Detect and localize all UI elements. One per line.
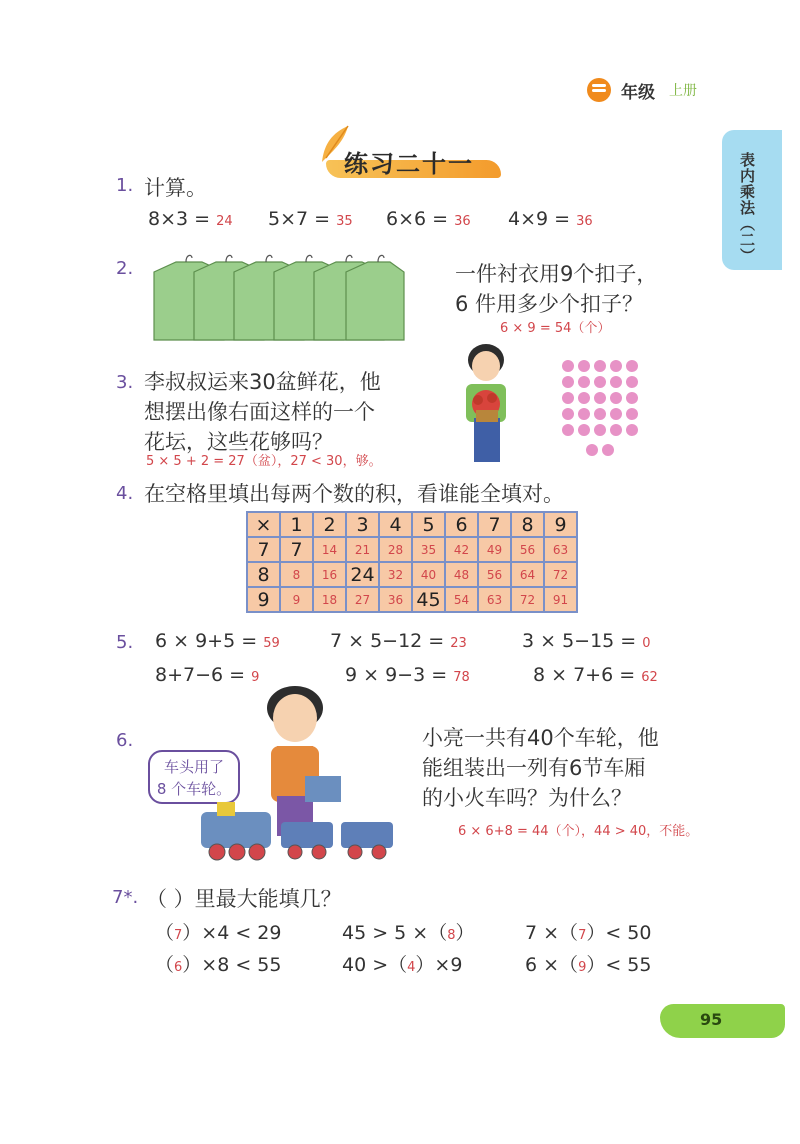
q7-post: ）< 55 xyxy=(586,954,652,976)
q4-number: 4. xyxy=(116,483,134,504)
boy-with-flowers-illustration xyxy=(448,340,524,466)
table-header-cell: 2 xyxy=(313,512,346,537)
q7-answer: 7 xyxy=(578,928,587,943)
q1-item xyxy=(508,208,593,230)
table-cell: 48 xyxy=(445,562,478,587)
table-cell: 24 xyxy=(346,562,379,587)
q7-pre: 45 > 5 ×（ xyxy=(342,922,448,944)
q2-answer: 6 × 9 = 54（个） xyxy=(500,321,611,336)
table-header-cell: 5 xyxy=(412,512,445,537)
q7-post: ）< 50 xyxy=(586,922,652,944)
page-title: 练习二十一 xyxy=(344,150,474,178)
q1-number: 1. xyxy=(116,175,134,196)
q7-item xyxy=(342,918,475,945)
q1-prompt: 计算。 xyxy=(144,176,207,200)
table-cell: 63 xyxy=(478,587,511,612)
q4-prompt: 在空格里填出每两个数的积，看谁能全填对。 xyxy=(144,482,564,506)
table-row-label: 9 xyxy=(247,587,280,612)
table-cell: 49 xyxy=(478,537,511,562)
q1-item xyxy=(268,208,353,230)
bubble-line1: 车头用了 xyxy=(163,758,224,776)
q7-number: 7*. xyxy=(112,887,139,908)
table-cell: 72 xyxy=(544,562,577,587)
table-cell: 32 xyxy=(379,562,412,587)
q1-answer: 24 xyxy=(216,214,233,229)
q5-answer: 62 xyxy=(641,670,658,685)
q7-pre: 40 >（ xyxy=(342,954,408,976)
table-cell: 91 xyxy=(544,587,577,612)
q3-number: 3. xyxy=(116,372,134,393)
q7-item xyxy=(525,918,651,945)
page-number-badge xyxy=(660,1004,785,1038)
q1-item xyxy=(386,208,471,230)
table-header-cell: 7 xyxy=(478,512,511,537)
multiplication-table xyxy=(246,511,578,613)
q1-answer: 36 xyxy=(576,214,593,229)
q2-number: 2. xyxy=(116,258,134,279)
q5-expr: 3 × 5−15 = xyxy=(522,630,637,652)
table-cell: 56 xyxy=(511,537,544,562)
table-header-cell: 4 xyxy=(379,512,412,537)
q2-line2: 6 件用多少个扣子？ xyxy=(455,292,644,316)
q1-expr: 8×3 = xyxy=(148,208,211,230)
table-header-cell: 8 xyxy=(511,512,544,537)
table-row xyxy=(247,587,577,612)
q5-answer: 0 xyxy=(642,636,651,651)
chapter-tab-label: 表内乘法（二） xyxy=(738,152,756,264)
table-cell: 45 xyxy=(412,587,445,612)
q5-expr: 6 × 9+5 = xyxy=(155,630,258,652)
table-cell: 21 xyxy=(346,537,379,562)
page-number: 95 xyxy=(700,1010,723,1029)
table-cell: 18 xyxy=(313,587,346,612)
table-header-cell: 1 xyxy=(280,512,313,537)
q5-item xyxy=(330,630,467,652)
q7-answer: 7 xyxy=(174,928,183,943)
q5-item xyxy=(155,630,280,652)
q1-expr: 6×6 = xyxy=(386,208,449,230)
shirts-illustration xyxy=(146,252,408,344)
table-cell: 36 xyxy=(379,587,412,612)
table-cell: 35 xyxy=(412,537,445,562)
table-cell: 28 xyxy=(379,537,412,562)
q5-answer: 78 xyxy=(453,670,470,685)
q7-answer: 9 xyxy=(578,960,587,975)
q7-item xyxy=(155,918,281,945)
table-header-row xyxy=(247,512,577,537)
q2-line1: 一件衬衣用9个扣子， xyxy=(455,262,658,286)
table-header-cell: 6 xyxy=(445,512,478,537)
q5-expr: 9 × 9−3 = xyxy=(345,664,448,686)
q5-item xyxy=(155,664,259,686)
q5-expr: 7 × 5−12 = xyxy=(330,630,445,652)
q6-line2: 能组装出一列有6节车厢 xyxy=(422,756,646,780)
flower-bed-diagram xyxy=(560,358,642,460)
grade-two-icon xyxy=(587,78,611,102)
table-header-cell: 9 xyxy=(544,512,577,537)
q6-line1: 小亮一共有40个车轮，他 xyxy=(422,726,659,750)
table-cell: 72 xyxy=(511,587,544,612)
table-cell: 27 xyxy=(346,587,379,612)
table-cell: 63 xyxy=(544,537,577,562)
q3-answer: 5 × 5 + 2 = 27（盆），27 < 30，够。 xyxy=(146,454,382,469)
q5-number: 5. xyxy=(116,632,134,653)
q6-number: 6. xyxy=(116,730,134,751)
q7-pre: 7 ×（ xyxy=(525,922,579,944)
q6-line3: 的小火车吗？为什么？ xyxy=(422,786,632,810)
q7-pre: （ xyxy=(155,954,175,976)
q7-post: ）×8 < 55 xyxy=(182,954,282,976)
q3-line2: 想摆出像右面这样的一个 xyxy=(144,400,375,424)
table-cell: 54 xyxy=(445,587,478,612)
q7-post: ） xyxy=(455,922,475,944)
table-cell: 9 xyxy=(280,587,313,612)
table-cell: 14 xyxy=(313,537,346,562)
q7-item xyxy=(525,950,651,977)
table-cell: 16 xyxy=(313,562,346,587)
table-cell: 40 xyxy=(412,562,445,587)
q1-answer: 35 xyxy=(336,214,353,229)
q5-item xyxy=(533,664,658,686)
q7-item xyxy=(342,950,462,977)
q7-answer: 8 xyxy=(447,928,456,943)
q5-answer: 59 xyxy=(263,636,280,651)
boy-with-train-illustration xyxy=(195,684,405,870)
q7-item xyxy=(155,950,281,977)
q1-answer: 36 xyxy=(454,214,471,229)
table-cell: 56 xyxy=(478,562,511,587)
q1-expr: 4×9 = xyxy=(508,208,571,230)
q7-post: ）×9 xyxy=(415,954,463,976)
q7-pre: 6 ×（ xyxy=(525,954,579,976)
q5-expr: 8+7−6 = xyxy=(155,664,246,686)
q5-expr: 8 × 7+6 = xyxy=(533,664,636,686)
table-cell: 42 xyxy=(445,537,478,562)
q5-item xyxy=(522,630,651,652)
table-row xyxy=(247,537,577,562)
q7-prompt: （ ）里最大能填几？ xyxy=(146,887,342,911)
table-cell: 7 xyxy=(280,537,313,562)
q5-answer: 23 xyxy=(450,636,467,651)
table-cell: 64 xyxy=(511,562,544,587)
q6-answer: 6 × 6+8 = 44（个），44 > 40，不能。 xyxy=(458,824,699,839)
q7-pre: （ xyxy=(155,922,175,944)
q7-answer: 4 xyxy=(407,960,416,975)
bubble-line2: 8 个车轮。 xyxy=(156,780,232,798)
term-label: 上册 xyxy=(669,83,697,99)
table-header-cell: 3 xyxy=(346,512,379,537)
table-header-cell: × xyxy=(247,512,280,537)
table-row xyxy=(247,562,577,587)
q3-line1: 李叔叔运来30盆鲜花，他 xyxy=(144,370,381,394)
q5-item xyxy=(345,664,470,686)
table-cell: 8 xyxy=(280,562,313,587)
q5-answer: 9 xyxy=(251,670,260,685)
grade-label: 年级 xyxy=(621,83,655,103)
q7-answer: 6 xyxy=(174,960,183,975)
q1-expr: 5×7 = xyxy=(268,208,331,230)
q7-post: ）×4 < 29 xyxy=(182,922,282,944)
table-row-label: 7 xyxy=(247,537,280,562)
q1-item xyxy=(148,208,233,230)
table-row-label: 8 xyxy=(247,562,280,587)
q3-line3: 花坛，这些花够吗？ xyxy=(144,430,333,454)
